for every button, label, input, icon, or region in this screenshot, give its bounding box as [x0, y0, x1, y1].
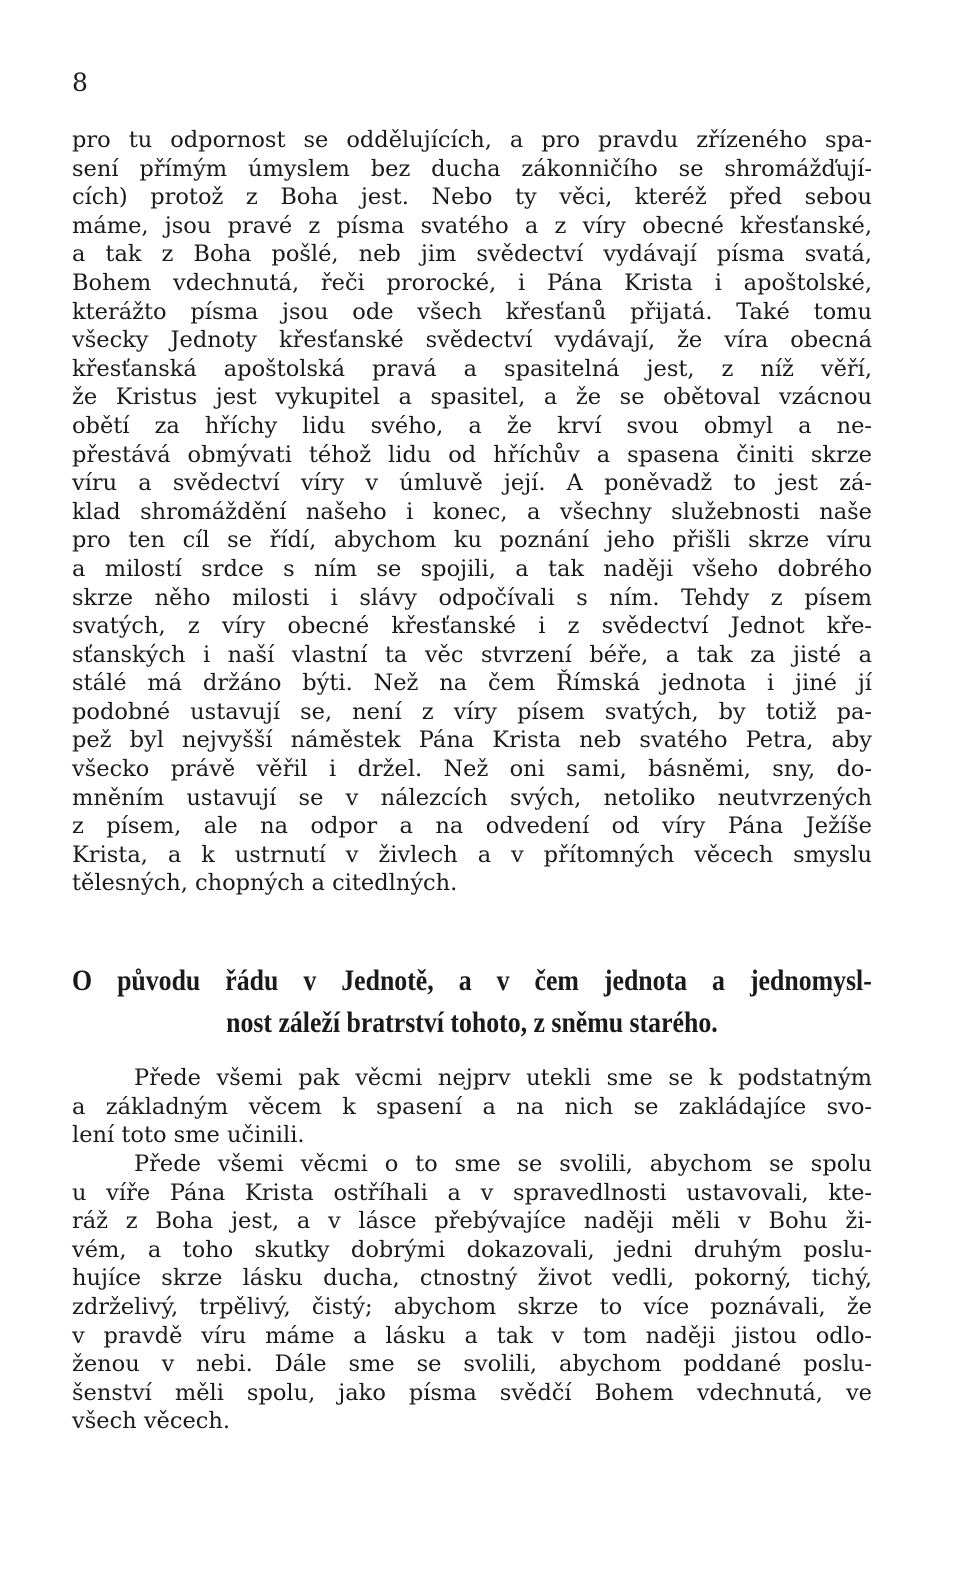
paragraph-2 — [72, 1064, 872, 1150]
text-line: z písem, ale na odpor a na odvedení od víry Pána Ježíše — [72, 813, 872, 840]
text-line: ženou v nebi. Dále sme se svolili, abychom poddané poslu- — [72, 1351, 872, 1378]
text-line: cích) protož z Boha jest. Nebo ty věci, kteréž před sebou — [72, 184, 872, 211]
text-line: víru a svědectví víry v úmluvě její. A poněvadž to jest zá- — [72, 470, 872, 497]
text-line: a milostí srdce s ním se spojili, a tak naději všeho dobrého — [72, 555, 872, 582]
text-line: kterážto písma jsou ode všech křesťanů přijatá. Také tomu — [72, 298, 872, 325]
text-line: pež byl nejvyšší náměstek Pána Krista neb svatého Petra, aby — [72, 727, 872, 754]
text-line: ráž z Boha jest, a v lásce přebývajíce naději měli v Bohu ži- — [72, 1208, 872, 1235]
text-line: že Kristus jest vykupitel a spasitel, a že se obětoval vzácnou — [72, 384, 872, 411]
section-heading — [72, 960, 872, 1044]
text-line: sťanských i naší vlastní ta věc stvrzení béře, a tak za jisté a — [72, 641, 872, 668]
text-line: pro tu odpornost se oddělujících, a pro pravdu zřízeného spa- — [72, 127, 872, 153]
text-line: tělesných, chopných a citedlných. — [72, 870, 458, 897]
text-line: svatých, z víry obecné křesťanské i z svědectví Jednot kře- — [72, 613, 872, 640]
page-number: 8 — [72, 68, 88, 97]
text-line: sení přímým úmyslem bez ducha zákonničího se shromážďují- — [72, 155, 872, 182]
text-line: podobné ustavují se, není z víry písem svatých, by totiž pa- — [72, 698, 872, 725]
text-line: skrze něho milosti i slávy odpočívali s ním. Tehdy z písem — [72, 584, 872, 611]
heading-line-1: O původu řádu v Jednotě, a v čem jednota a jednomysl- — [72, 964, 872, 997]
text-line: všecko právě věřil i držel. Než oni sami, básněmi, sny, do- — [72, 756, 872, 783]
text-line: obětí za hříchy lidu svého, a že krví svou obmyl a ne- — [72, 412, 872, 439]
text-line: Přede všemi věcmi o to sme se svolili, abychom se spolu — [134, 1151, 872, 1177]
paragraph-1 — [72, 126, 872, 898]
text-line: zdrželivý, trpělivý, čistý; abychom skrze to více poznávali, že — [72, 1293, 872, 1320]
text-line: Přede všemi pak věcmi nejprv utekli sme se k podstatným — [134, 1065, 872, 1091]
text-line: všech věcech. — [72, 1408, 231, 1435]
text-line: křesťanská apoštolská pravá a spasitelná jest, z níž věří, — [72, 355, 872, 382]
text-line: máme, jsou pravé z písma svatého a z víry obecné křesťanské, — [72, 212, 872, 239]
text-line: všecky Jednoty křesťanské svědectví vydávají, že víra obecná — [72, 327, 872, 354]
text-line: a tak z Boha pošlé, neb jim svědectví vydávají písma svatá, — [72, 241, 872, 268]
text-line: Bohem vdechnutá, řeči prorocké, i Pána Krista i apoštolské, — [72, 269, 872, 296]
text-line: lení toto sme učinili. — [72, 1122, 305, 1149]
text-line: a základným věcem k spasení a na nich se zakládajíce svo- — [72, 1093, 872, 1120]
text-line: klad shromáždění našeho i konec, a všechny služebnosti naše — [72, 498, 872, 525]
text-line: u víře Pána Krista ostříhali a v spravedlnosti ustavovali, kte- — [72, 1179, 872, 1206]
text-line: vém, a toho skutky dobrými dokazovali, jedni druhým poslu- — [72, 1236, 872, 1263]
text-line: Krista, a k ustrnutí v živlech a v přítomných věcech smyslu — [72, 841, 872, 868]
text-line: šenství měli spolu, jako písma svědčí Bohem vdechnutá, ve — [72, 1379, 872, 1406]
text-line: pro ten cíl se řídí, abychom ku poznání jeho přišli skrze víru — [72, 527, 872, 554]
text-line: hujíce skrze lásku ducha, ctnostný život vedli, pokorný, tichý, — [72, 1265, 872, 1292]
text-line: stálé má držáno býti. Než na čem Římská jednota i jiné jí — [72, 670, 872, 697]
heading-line-2: nost záleží bratrství tohoto, z sněmu starého. — [226, 1006, 718, 1039]
paragraph-3 — [72, 1150, 872, 1436]
text-line: v pravdě víru máme a lásku a tak v tom naději jistou odlo- — [72, 1322, 872, 1349]
text-line: přestává obmývati téhož lidu od hříchův a spasena činiti skrze — [72, 441, 872, 468]
text-line: mněním ustavují se v nálezcích svých, netoliko neutvrzených — [72, 784, 872, 811]
